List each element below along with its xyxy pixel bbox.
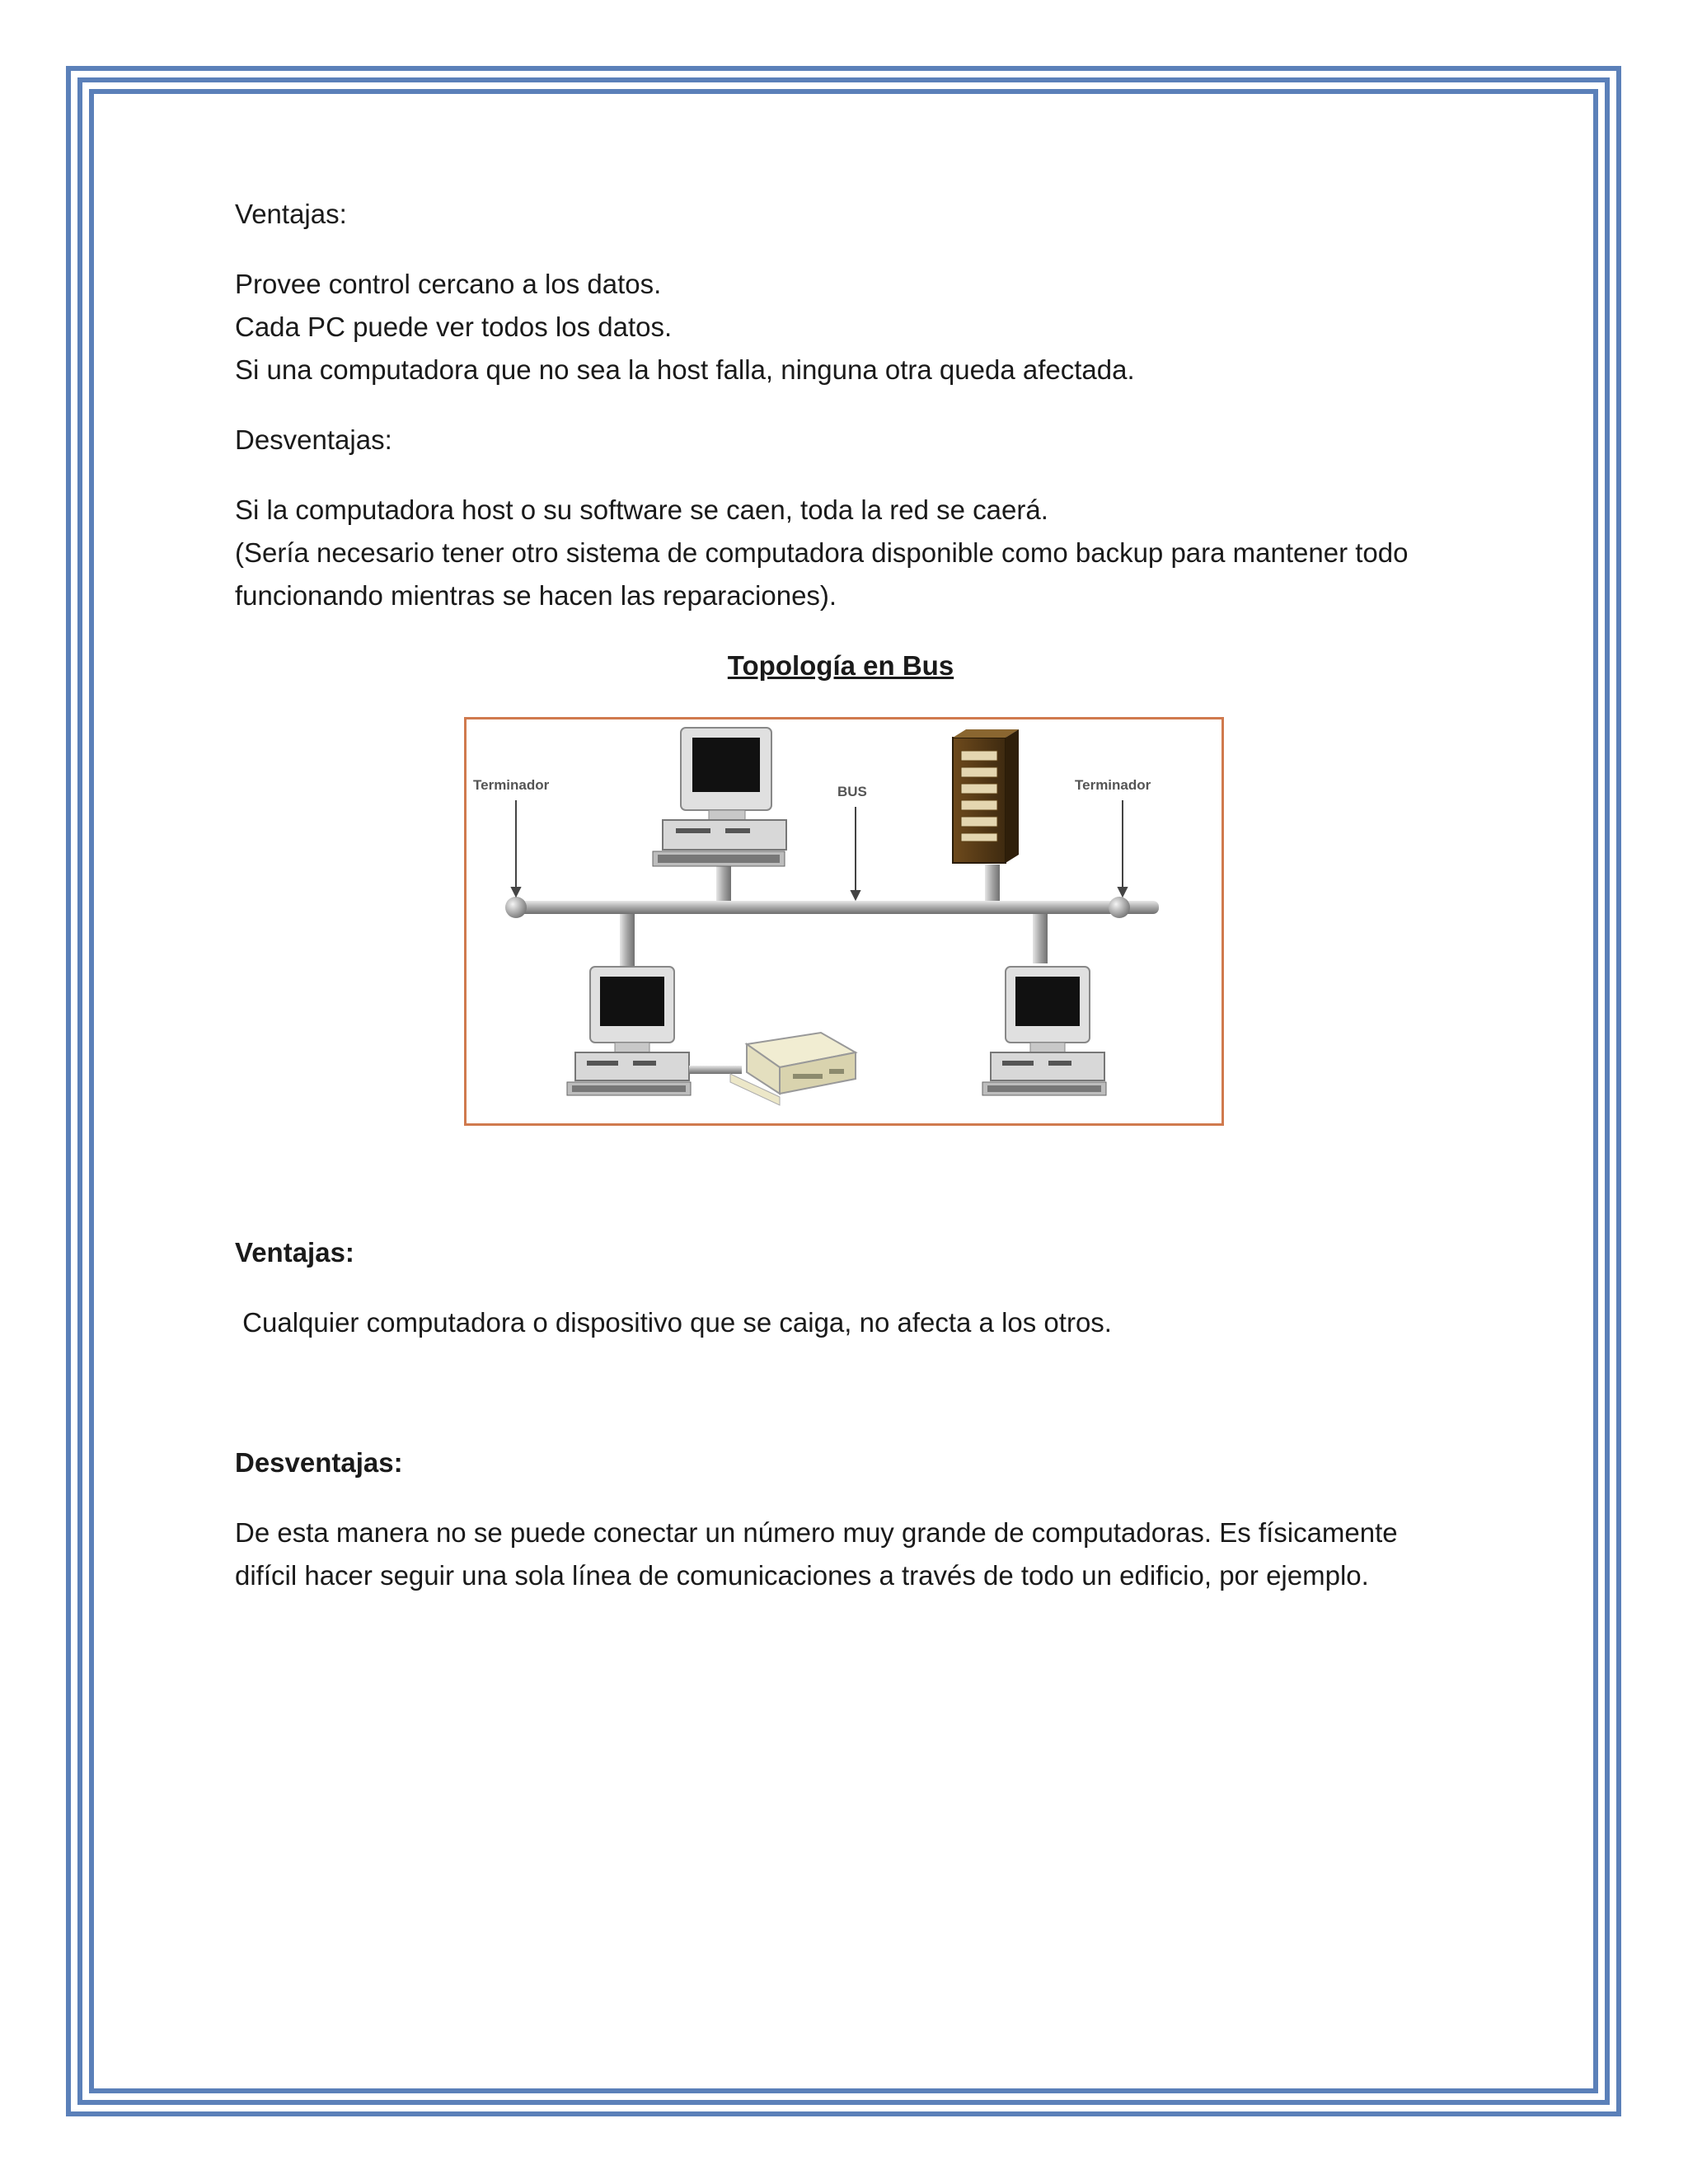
arrow-icon [512, 800, 1127, 899]
terminator-left [505, 897, 527, 918]
computer-icon [567, 967, 691, 1095]
ventajas-line: Cada PC puede ver todos los datos. [235, 312, 673, 342]
bus-desventajas-line: difícil hacer seguir una sola línea de comunicaciones a través de todo un edificio, por ejemplo. [235, 1560, 1369, 1591]
section-title: Topología en Bus [727, 650, 954, 681]
bus-desventajas-line: De esta manera no se puede conectar un número muy grande de computadoras. Es físicamente [235, 1517, 1398, 1548]
terminator-right [1109, 897, 1130, 918]
drop-connector [1033, 912, 1048, 963]
ventajas-heading: Ventajas: [235, 199, 347, 229]
computer-icon [653, 728, 786, 866]
desventajas-line: (Sería necesario tener otro sistema de computadora disponible como backup para mantener todo [235, 537, 1409, 568]
drop-connector [716, 865, 731, 902]
bus-ventajas-text: Cualquier computadora o dispositivo que se caiga, no afecta a los otros. [235, 1307, 1112, 1338]
desventajas-line: Si la computadora host o su software se caen, toda la red se caerá. [235, 494, 1048, 525]
server-icon [953, 729, 1019, 863]
drop-connector [985, 865, 1000, 902]
terminator-label-right: Terminador [1075, 777, 1151, 793]
desventajas-heading: Desventajas: [235, 424, 392, 455]
ventajas-line: Provee control cercano a los datos. [235, 269, 662, 299]
bus-label: BUS [837, 784, 867, 799]
ventajas-line: Si una computadora que no sea la host falla, ninguna otra queda afectada. [235, 354, 1135, 385]
desventajas-line: funcionando mientras se hacen las reparaciones). [235, 580, 837, 611]
bus-line [516, 901, 1159, 914]
computer-icon [982, 967, 1106, 1095]
printer-icon [730, 1033, 856, 1105]
terminator-label-left: Terminador [473, 777, 550, 793]
printer-cable [689, 1066, 742, 1074]
bus-ventajas-heading: Ventajas: [235, 1237, 354, 1268]
drop-connector [620, 912, 635, 970]
bus-desventajas-heading: Desventajas: [235, 1447, 403, 1478]
bus-topology-diagram [464, 717, 1224, 1126]
